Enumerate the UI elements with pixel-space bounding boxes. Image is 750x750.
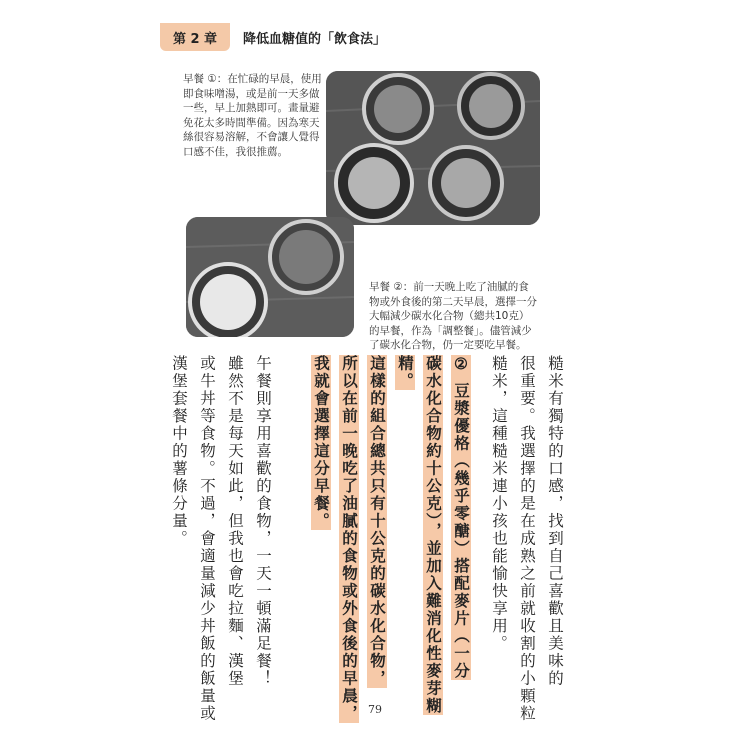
highlighted-text-column: ② 豆漿優格（幾乎零醣）搭配麥片（一分 — [452, 355, 471, 680]
highlighted-text-column: 碳水化合物約十公克），並加入難消化性麥芽糊 — [424, 355, 443, 715]
body-text-column: 午餐則享用喜歡的食物，一天一頓滿足餐！ — [254, 355, 272, 688]
chapter-title: 降低血糖值的「飲食法」 — [243, 32, 387, 47]
caption-breakfast-2: 早餐 ②：前一天晚上吃了油膩的食物或外食後的第二天早晨，選擇一分大幅減少碳水化合物（總共10克）的早餐，作為「調整餐」。儘管減少了碳水化合物，仍一定要吃早餐。 — [369, 281, 537, 351]
body-text-column: 糙米，這種糙米連小孩也能愉快享用。 — [490, 355, 508, 653]
page-number: 79 — [368, 703, 382, 716]
breakfast-1-image — [326, 71, 540, 225]
caption-breakfast-1: 早餐 ①：在忙碌的早晨，使用即食味噌湯，或是前一天多做一些，早上加熱即可。畫量避免花太多時間準備。因為寒天絲很容易溶解，不會讓人覺得口感不佳，我很推薦。 — [183, 73, 322, 158]
breakfast-2-photo — [186, 217, 354, 337]
body-text-column: 雖然不是每天如此，但我也會吃拉麵、漢堡 — [226, 355, 244, 688]
chapter-tab: 第 2 章 — [160, 23, 230, 51]
highlighted-text-column: 這樣的組合總共只有十公克的碳水化合物， — [368, 355, 387, 688]
breakfast-1-photo — [326, 71, 540, 225]
highlighted-text-column: 我就會選擇這分早餐。 — [312, 355, 331, 530]
body-text-column: 或牛丼等食物。不過，會適量減少丼飯的飯量或 — [198, 355, 216, 723]
highlighted-text-column: 所以在前一晚吃了油膩的食物或外食後的早晨， — [340, 355, 359, 723]
body-text-column: 很重要。我選擇的是在成熟之前就收割的小顆粒 — [518, 355, 536, 723]
body-text-column: 糙米有獨特的口感，找到自己喜歡且美味的 — [546, 355, 564, 688]
breakfast-2-image — [186, 217, 354, 337]
highlighted-text-column: 精。 — [396, 355, 415, 390]
body-text-column: 漢堡套餐中的薯條分量。 — [170, 355, 188, 548]
